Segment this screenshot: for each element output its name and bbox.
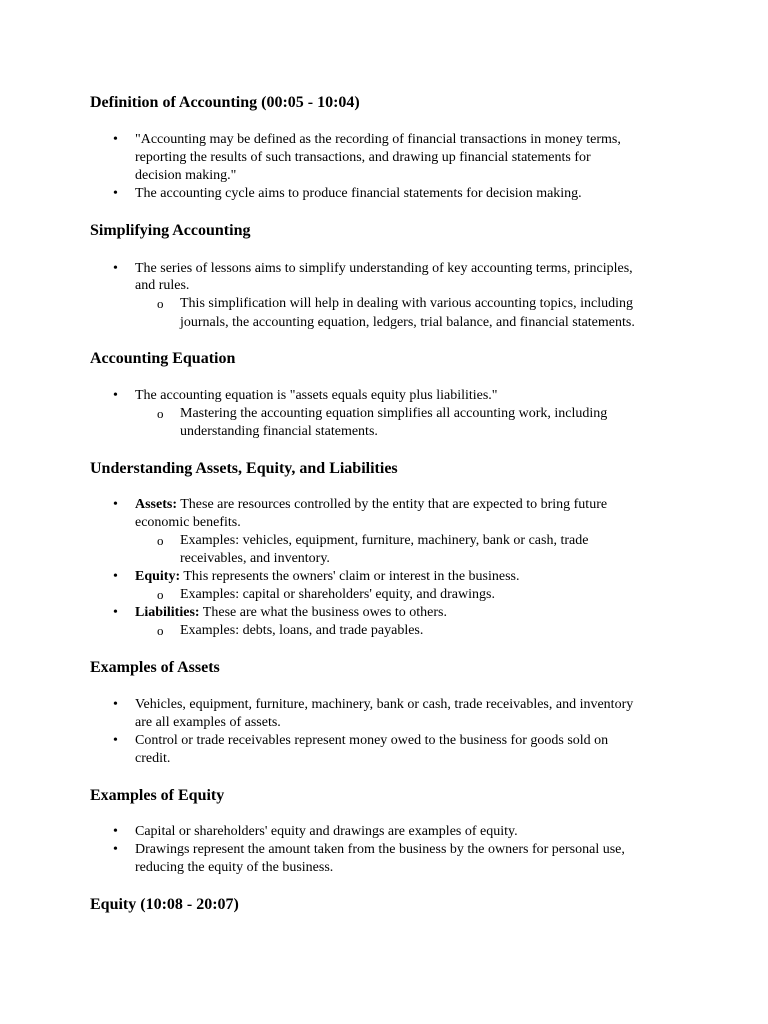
bullet-icon: • [113, 388, 118, 403]
list-item-line: The series of lessons aims to simplify understanding of key accounting terms, principles, [135, 261, 633, 276]
list-item-line: Vehicles, equipment, furniture, machinery, bank or cash, trade receivables, and inventory [135, 697, 634, 712]
list-item-line: decision making." [135, 168, 237, 183]
list-item-line: and rules. [135, 278, 190, 293]
section-heading: Equity (10:08 - 20:07) [90, 896, 239, 913]
list-item-line: The accounting equation is "assets equals equity plus liabilities." [135, 388, 498, 403]
list-item-line: Capital or shareholders' equity and drawings are examples of equity. [135, 824, 518, 839]
section-heading: Examples of Equity [90, 787, 225, 804]
bullet-icon: • [113, 497, 118, 512]
term-label: Liabilities: [135, 605, 200, 620]
list-item-line [135, 496, 607, 514]
sub-item-line: receivables, and inventory. [180, 551, 330, 566]
term-label: Equity: [135, 569, 181, 584]
list-item-line: economic benefits. [135, 515, 241, 530]
sub-item-line: understanding financial statements. [180, 424, 378, 439]
list-item-line [135, 568, 519, 586]
sub-bullet-icon: o [157, 533, 164, 548]
list-item-line: are all examples of assets. [135, 715, 281, 730]
list-item-line: Drawings represent the amount taken from the business by the owners for personal use, [135, 842, 625, 857]
list-item-line: Control or trade receivables represent money owed to the business for goods sold on [135, 733, 609, 748]
bullet-icon: • [113, 733, 118, 748]
term-description: These are resources controlled by the entity that are expected to bring future [177, 497, 608, 512]
bullet-icon: • [113, 605, 118, 620]
sub-item-line: journals, the accounting equation, ledgers, trial balance, and financial statements. [180, 315, 635, 330]
section-heading: Accounting Equation [90, 350, 236, 367]
bullet-icon: • [113, 569, 118, 584]
bullet-icon: • [113, 186, 118, 201]
term-description: This represents the owners' claim or interest in the business. [180, 569, 520, 584]
sub-bullet-icon: o [157, 623, 164, 638]
list-item-line: credit. [135, 751, 171, 766]
sub-bullet-icon: o [157, 296, 164, 311]
section-heading: Definition of Accounting (00:05 - 10:04) [90, 94, 360, 111]
bullet-icon: • [113, 824, 118, 839]
bullet-icon: • [113, 697, 118, 712]
sub-bullet-icon: o [157, 587, 164, 602]
list-item-line: The accounting cycle aims to produce financial statements for decision making. [135, 186, 582, 201]
sub-item-line: Examples: debts, loans, and trade payables. [180, 623, 424, 638]
sub-bullet-icon: o [157, 406, 164, 421]
list-item-line: "Accounting may be defined as the recording of financial transactions in money terms, [135, 132, 621, 147]
section-heading: Examples of Assets [90, 659, 220, 676]
section-heading: Simplifying Accounting [90, 222, 251, 239]
bullet-icon: • [113, 261, 118, 276]
sub-item-line: Mastering the accounting equation simplifies all accounting work, including [180, 406, 608, 421]
bullet-icon: • [113, 132, 118, 147]
list-item-line: reporting the results of such transactions, and drawing up financial statements for [135, 150, 591, 165]
list-item-line [135, 604, 447, 622]
list-item-line: reducing the equity of the business. [135, 860, 334, 875]
section-heading: Understanding Assets, Equity, and Liabilities [90, 460, 398, 477]
bullet-icon: • [113, 842, 118, 857]
sub-item-line: Examples: vehicles, equipment, furniture, machinery, bank or cash, trade [180, 533, 589, 548]
term-label: Assets: [135, 497, 177, 512]
term-description: These are what the business owes to others. [199, 605, 447, 620]
sub-item-line: This simplification will help in dealing with various accounting topics, including [180, 296, 633, 311]
sub-item-line: Examples: capital or shareholders' equity, and drawings. [180, 587, 495, 602]
